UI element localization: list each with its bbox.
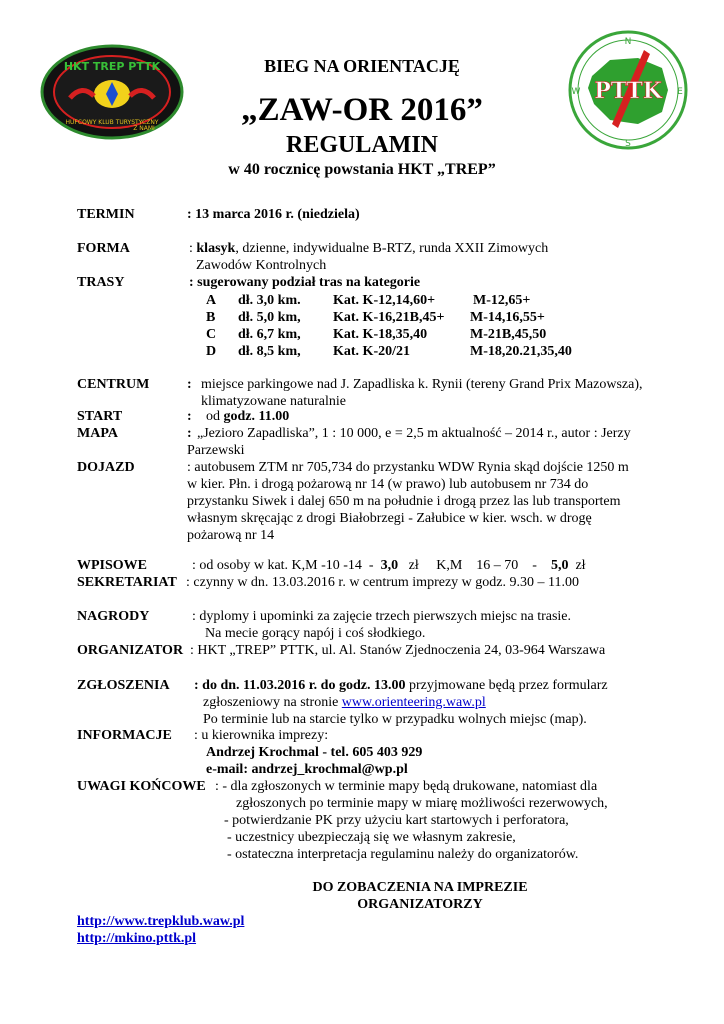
sekretariat-value: : czynny w dn. 13.03.2016 r. w centrum imprezy w godz. 9.30 – 11.00: [186, 575, 579, 590]
mapa-value: „Jezioro Zapadliska”, 1 : 10 000, e = 2,5 m aktualność – 2014 r., autor : Jerzy: [197, 426, 631, 441]
nagrody-value: : dyplomy i upominki za zajęcie trzech pierwszych miejsc na trasie.: [192, 609, 572, 624]
forma-value-line2: Zawodów Kontrolnych: [196, 258, 327, 273]
svg-text:Z NAMI: Z NAMI: [133, 125, 155, 132]
uwagi-line: zgłoszonych po terminie mapy w miarę możliwości rezerwowych,: [236, 796, 608, 811]
mapa-label: MAPA: [77, 426, 118, 441]
route-distance: dł. 3,0 km.: [238, 293, 301, 308]
route-m-categories: M-18,20.21,35,40: [470, 344, 572, 359]
sekretariat-label: SEKRETARIAT: [77, 575, 177, 590]
start-colon: :: [187, 409, 192, 424]
informacje-label: INFORMACJE: [77, 728, 172, 743]
route-letter: D: [206, 344, 217, 359]
start-label: START: [77, 409, 123, 424]
mkino-link[interactable]: http://mkino.pttk.pl: [77, 931, 197, 946]
svg-text:E: E: [677, 87, 683, 97]
nagrody-value-line2: Na mecie gorący napój i coś słodkiego.: [205, 626, 426, 641]
uwagi-line: : - dla zgłoszonych w terminie mapy będą drukowane, natomiast dla: [215, 779, 598, 794]
route-letter: C: [206, 327, 217, 342]
uwagi-line: - ostateczna interpretacja regulaminu należy do organizatorów.: [227, 847, 579, 862]
organizator-value: : HKT „TREP” PTTK, ul. Al. Stanów Zjednoczenia 24, 03-964 Warszawa: [190, 643, 606, 658]
route-k-categories: Kat. K-16,21B,45+: [333, 310, 445, 325]
closing-line1: DO ZOBACZENIA NA IMPREZIE: [312, 880, 528, 895]
mapa-colon: :: [187, 426, 192, 441]
route-letter: B: [206, 310, 216, 325]
document-heading: REGULAMIN: [285, 132, 438, 158]
uwagi-label: UWAGI KOŃCOWE: [77, 779, 206, 794]
organizator-label: ORGANIZATOR: [77, 643, 184, 658]
contact-email: e-mail: andrzej_krochmal@wp.pl: [206, 762, 408, 777]
forma-label: FORMA: [77, 241, 130, 256]
svg-text:HUFCOWY KLUB TURYSTYCZNY: HUFCOWY KLUB TURYSTYCZNY: [65, 119, 159, 126]
route-k-categories: Kat. K-18,35,40: [333, 327, 428, 342]
dojazd-label: DOJAZD: [77, 460, 135, 475]
trasy-intro: : sugerowany podział tras na kategorie: [189, 275, 421, 290]
zgloszenia-value: : do dn. 11.03.2016 r. do godz. 13.00 przyjmowane będą przez formularz: [194, 678, 608, 693]
dojazd-line: własnym skręcając z drogi Białobrzegi - Załubice w kier. wsch. w drogę: [187, 511, 592, 526]
centrum-value-line2: klimatyzowane naturalnie: [201, 394, 346, 409]
svg-text:N: N: [624, 37, 632, 47]
route-m-categories: M-14,16,55+: [470, 310, 545, 325]
zgloszenia-label: ZGŁOSZENIA: [77, 678, 170, 693]
route-k-categories: Kat. K-12,14,60+: [333, 293, 436, 308]
uwagi-line: - uczestnicy ubezpieczają się we własnym zakresie,: [227, 830, 516, 845]
termin-value: : 13 marca 2016 r. (niedziela): [187, 207, 360, 222]
route-m-categories: M-12,65+: [473, 293, 531, 308]
orienteering-link[interactable]: www.orienteering.waw.pl: [341, 695, 486, 710]
dojazd-line: : autobusem ZTM nr 705,734 do przystanku WDW Rynia skąd dojście 1250 m: [187, 460, 629, 475]
route-distance: dł. 6,7 km,: [238, 327, 301, 342]
route-m-categories: M-21B,45,50: [470, 327, 547, 342]
svg-text:S: S: [625, 139, 631, 149]
dojazd-line: przystanku Siwek i dalej 650 m na południe i drogą przez las lub transportem: [187, 494, 621, 509]
dedication-line: w 40 rocznicę powstania HKT „TREP”: [228, 161, 496, 178]
nagrody-label: NAGRODY: [77, 609, 150, 624]
zgloszenia-line3: Po terminie lub na starcie tylko w przypadku wolnych miejsc (map).: [203, 712, 587, 727]
svg-text:HKT TREP PTTK: HKT TREP PTTK: [63, 60, 161, 73]
termin-label: TERMIN: [77, 207, 135, 222]
closing-line2: ORGANIZATORZY: [357, 897, 483, 912]
dojazd-line: w kier. Płn. i drogą pożarową nr 14 (w prawo) lub autobusem nr 734 do: [187, 477, 589, 492]
contact-person: Andrzej Krochmal - tel. 605 403 929: [206, 745, 423, 760]
route-distance: dł. 5,0 km,: [238, 310, 301, 325]
svg-text:W: W: [571, 87, 581, 97]
route-k-categories: Kat. K-20/21: [333, 344, 410, 359]
event-title: „ZAW-OR 2016”: [241, 92, 483, 128]
mapa-value-line2: Parzewski: [187, 443, 245, 458]
link-row: [77, 913, 244, 930]
event-subtitle: BIEG NA ORIENTACJĘ: [264, 56, 460, 76]
trasy-label: TRASY: [77, 275, 125, 290]
route-letter: A: [206, 293, 217, 308]
informacje-value: : u kierownika imprezy:: [194, 728, 329, 743]
svg-text:PTTK: PTTK: [594, 78, 662, 104]
centrum-label: CENTRUM: [77, 377, 150, 392]
centrum-value: miejsce parkingowe nad J. Zapadliska k. Rynii (tereny Grand Prix Mazowsza),: [201, 377, 643, 392]
route-distance: dł. 8,5 km,: [238, 344, 301, 359]
zgloszenia-line2: zgłoszeniowy na stronie www.orienteering.waw.pl: [203, 695, 486, 710]
centrum-colon: :: [187, 377, 192, 392]
forma-value: : klasyk, dzienne, indywidualne B-RTZ, runda XXII Zimowych: [189, 241, 549, 256]
wpisowe-value: : od osoby w kat. K,M -10 -14 - 3,0 zł K,M 16 – 70 - 5,0 zł: [192, 558, 586, 573]
start-value: od godz. 11.00: [206, 409, 290, 424]
uwagi-line: - potwierdzanie PK przy użyciu kart startowych i perforatora,: [224, 813, 569, 828]
trepklub-link[interactable]: http://www.trepklub.waw.pl: [77, 914, 245, 929]
wpisowe-label: WPISOWE: [77, 558, 148, 573]
dojazd-line: pożarową nr 14: [187, 528, 275, 543]
link-row: [77, 930, 196, 947]
